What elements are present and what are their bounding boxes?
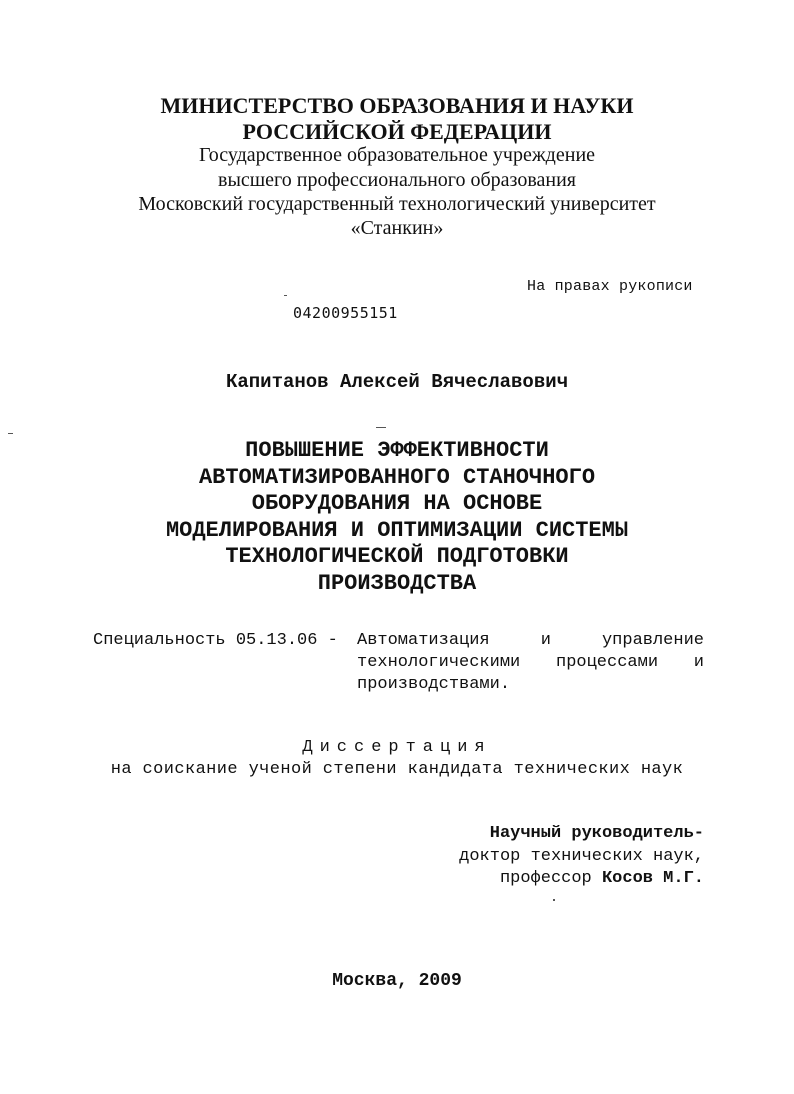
scan-speck	[8, 433, 13, 434]
advisor-degree: доктор технических наук,	[459, 846, 704, 866]
city-year: Москва, 2009	[332, 971, 462, 991]
advisor-block	[459, 823, 704, 891]
scan-speck	[284, 295, 287, 296]
ministry-line-1: МИНИСТЕРСТВО ОБРАЗОВАНИЯ И НАУКИ	[160, 93, 634, 118]
specialty-block	[0, 630, 794, 700]
advisor-position-line	[459, 868, 704, 891]
title-line: ТЕХНОЛОГИЧЕСКОЙ ПОДГОТОВКИ	[225, 544, 569, 569]
dissertation-label: Диссертация	[302, 738, 492, 757]
title-line: ПРОИЗВОДСТВА	[317, 570, 477, 596]
advisor-name: Косов М.Г.	[601, 869, 704, 888]
advisor-position: профессор	[499, 869, 592, 888]
specialty-line-1: Автоматизация и управление	[357, 631, 704, 650]
scan-speck	[553, 899, 555, 901]
manuscript-rights-note: На правах рукописи	[527, 278, 693, 295]
specialty-line-3: производствами.	[357, 675, 511, 694]
title-line: МОДЕЛИРОВАНИЯ И ОПТИМИЗАЦИИ СИСТЕМЫ	[165, 517, 629, 543]
author-name: Капитанов Алексей Вячеславович	[225, 371, 569, 393]
archive-code: 04200955151	[293, 304, 398, 322]
dissertation-title	[0, 438, 794, 597]
ministry-line-2: РОССИЙСКОЙ ФЕДЕРАЦИИ	[242, 119, 552, 144]
specialty-label: Специальность 05.13.06 -	[93, 631, 338, 650]
scan-speck	[376, 427, 386, 428]
title-line: ОБОРУДОВАНИЯ НА ОСНОВЕ	[251, 491, 543, 516]
specialty-line-2: технологическими процессами и	[357, 653, 704, 672]
title-line: АВТОМАТИЗИРОВАННОГО СТАНОЧНОГО	[198, 464, 596, 490]
advisor-role: Научный руководитель-	[489, 824, 704, 843]
institution-line-3: Московский государственный технологический университет	[138, 193, 656, 215]
title-line: ПОВЫШЕНИЕ ЭФФЕКТИВНОСТИ	[245, 438, 549, 463]
institution-line-2: высшего профессионального образования	[218, 169, 576, 191]
degree-purpose: на соискание ученой степени кандидата технических наук	[110, 760, 684, 779]
institution-line-4: «Станкин»	[350, 217, 444, 239]
institution-line-1: Государственное образовательное учреждение	[198, 144, 596, 166]
